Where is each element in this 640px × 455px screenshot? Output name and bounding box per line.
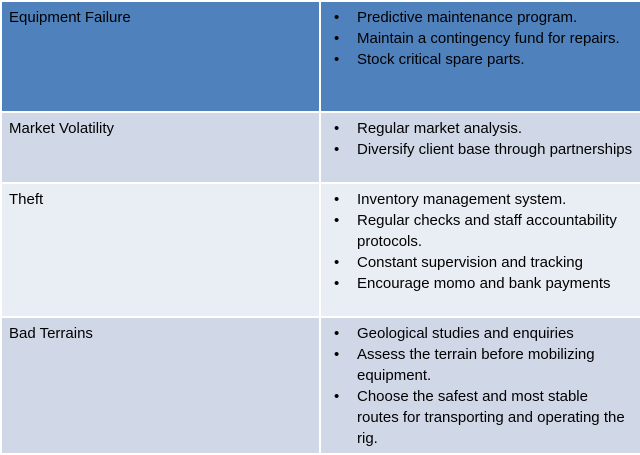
mitigation-item: • Regular market analysis. xyxy=(331,118,633,139)
mitigation-list xyxy=(328,118,633,160)
mitigation-item: • Geological studies and enquiries xyxy=(331,323,633,344)
risk-label: Market Volatility xyxy=(9,120,115,138)
mitigation-item: • Assess the terrain before mobilizing equipment. xyxy=(331,344,633,386)
risk-label: Bad Terrains xyxy=(9,325,93,343)
risk-cell xyxy=(1,1,320,112)
mitigation-cell xyxy=(320,183,640,318)
mitigation-list xyxy=(328,189,633,294)
table-row-market-volatility xyxy=(1,112,640,182)
mitigation-cell xyxy=(320,112,640,182)
mitigation-item: • Predictive maintenance program. xyxy=(331,7,633,28)
mitigation-item: • Regular checks and staff accountability protocols. xyxy=(331,210,633,252)
mitigation-cell xyxy=(320,317,640,454)
risk-cell xyxy=(1,317,320,454)
risk-cell xyxy=(1,183,320,318)
risk-label: Equipment Failure xyxy=(9,9,131,26)
mitigation-cell xyxy=(320,1,640,112)
mitigation-item: • Maintain a contingency fund for repairs. xyxy=(331,28,633,49)
mitigation-item: • Encourage momo and bank payments xyxy=(331,273,633,294)
mitigation-item: • Constant supervision and tracking xyxy=(331,252,633,273)
mitigation-item: • Choose the safest and most stable routes for transporting and operating the rig. xyxy=(331,386,633,449)
mitigation-item: • Diversify client base through partnerships xyxy=(331,139,633,160)
table-row-bad-terrains xyxy=(1,317,640,454)
mitigation-item: • Stock critical spare parts. xyxy=(331,49,633,70)
mitigation-list xyxy=(328,323,633,449)
mitigation-list xyxy=(328,7,633,70)
table-row-theft xyxy=(1,183,640,318)
mitigation-item: • Inventory management system. xyxy=(331,189,633,210)
table-row-equipment-failure xyxy=(1,1,640,112)
risk-cell xyxy=(1,112,320,182)
risk-label: Theft xyxy=(9,190,44,208)
